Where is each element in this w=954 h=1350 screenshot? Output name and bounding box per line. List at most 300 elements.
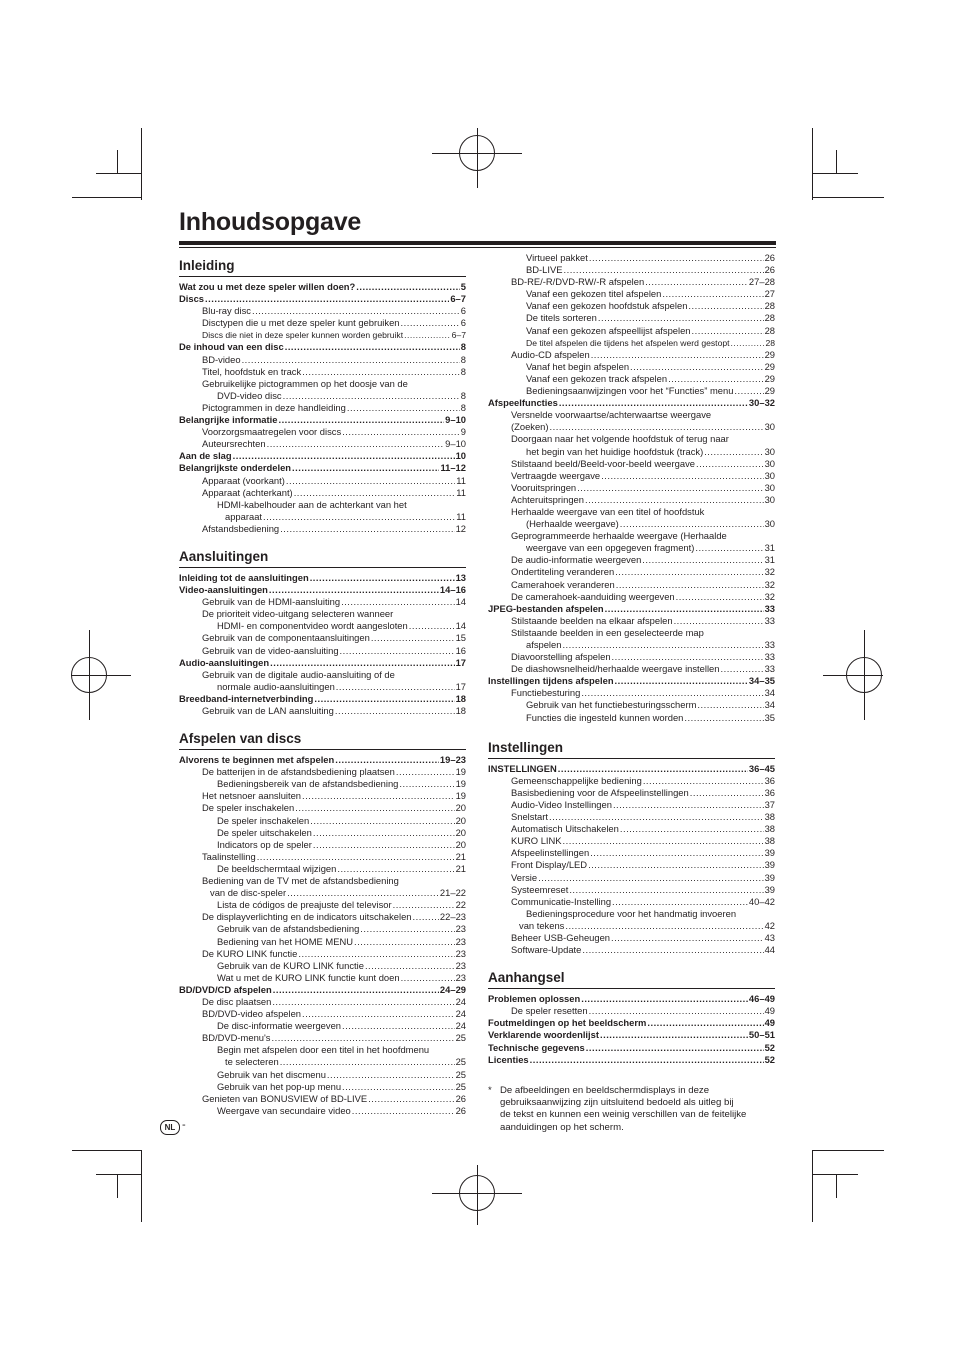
leader-dots: [565, 920, 763, 932]
toc-entry-title: Belangrijkste onderdelen: [179, 462, 292, 474]
leader-dots: [242, 354, 460, 366]
toc-entry[interactable]: [488, 518, 775, 530]
toc-entry[interactable]: [488, 859, 775, 871]
toc-entry-page: 38: [764, 835, 775, 847]
leader-dots: [287, 887, 439, 899]
toc-entry-title: Stilstaand beeld/Beeld-voor-beeld weergave: [511, 457, 695, 469]
toc-entry[interactable]: [488, 470, 775, 482]
toc-entry-title: Inleiding tot de aansluitingen: [179, 571, 309, 583]
toc-entry[interactable]: [179, 390, 466, 402]
toc-entry-title: Functiebesturing: [511, 687, 581, 699]
toc-entry-title: (Zoeken): [511, 421, 549, 433]
toc-entry-title: DVD-video disc: [217, 389, 282, 401]
toc-section: [179, 549, 466, 717]
toc-entry-title: Camerahoek veranderen: [511, 578, 615, 590]
leader-dots: [695, 542, 763, 554]
toc-entry-page: 38: [764, 823, 775, 835]
toc-entry-title: Foutmeldingen op het beeldscherm: [488, 1017, 647, 1029]
toc-entry-title: Afspeelfuncties: [488, 397, 558, 409]
toc-entry[interactable]: [179, 354, 466, 366]
toc-entry-title: Functies die ingesteld kunnen worden: [526, 711, 684, 723]
toc-entry-title: Bedieningsaanwijzingen voor het “Functies” menu: [526, 385, 734, 397]
toc-entry-page: 44: [764, 944, 775, 956]
toc-entry[interactable]: [179, 281, 466, 293]
leader-dots: [310, 572, 455, 584]
section-heading: Inleiding: [179, 258, 466, 277]
leader-dots: [577, 482, 763, 494]
toc-entry-title: Vanaf een gekozen titel afspelen: [526, 288, 662, 300]
toc-entry-title: De inhoud van een disc: [179, 341, 284, 353]
toc-entry-title: BD/DVD/CD afspelen: [179, 983, 272, 995]
toc-entry[interactable]: [488, 337, 775, 349]
section-heading: Aanhangsel: [488, 970, 775, 989]
leader-dots: [563, 264, 763, 276]
toc-entry[interactable]: [179, 863, 466, 875]
toc-entry-page: 25: [455, 1032, 466, 1044]
toc-entry-title: Gebruik van het functiebesturingsscherm: [526, 699, 697, 711]
toc-entry[interactable]: [179, 475, 466, 487]
toc-entry-page: 21: [455, 850, 466, 862]
leader-dots: [662, 288, 763, 300]
toc-entry[interactable]: [179, 487, 466, 499]
leader-dots: [692, 325, 764, 337]
toc-entry[interactable]: [488, 1054, 775, 1066]
toc-entry[interactable]: [179, 923, 466, 935]
toc-entry[interactable]: [488, 373, 775, 385]
toc-entry-title: De diashowsnelheid/herhaalde weergave instellen: [511, 663, 720, 675]
leader-dots: [278, 414, 444, 426]
leader-dots: [292, 462, 439, 474]
toc-entry-page: 35: [764, 711, 775, 723]
toc-entry[interactable]: [488, 835, 775, 847]
toc-entry[interactable]: [179, 705, 466, 717]
toc-entry[interactable]: [179, 790, 466, 802]
leader-dots: [590, 847, 763, 859]
toc-entry-title: Snelstart: [511, 811, 548, 823]
left-column: [179, 258, 466, 1131]
toc-entry[interactable]: [179, 1069, 466, 1081]
toc-entry[interactable]: [179, 669, 466, 681]
leader-dots: [399, 778, 454, 790]
toc-entry-page: 34: [764, 699, 775, 711]
toc-entry-page: 6–7: [450, 293, 466, 305]
toc-entry-title: De displayverlichting en de indicators uitschakelen: [202, 911, 412, 923]
leader-dots: [559, 397, 748, 409]
toc-entry-page: 19: [455, 766, 466, 778]
toc-entry-title: Aan de slag: [179, 450, 232, 462]
toc-entry[interactable]: [179, 948, 466, 960]
toc-entry[interactable]: [179, 1008, 466, 1020]
leader-dots: [647, 1017, 763, 1029]
toc-entry[interactable]: [488, 639, 775, 651]
toc-entry-title: Beheer USB-Geheugen: [511, 931, 611, 943]
leader-dots: [283, 390, 460, 402]
toc-entry[interactable]: [179, 802, 466, 814]
leader-dots: [605, 603, 764, 615]
leader-dots: [612, 896, 748, 908]
toc-entry[interactable]: [488, 506, 775, 518]
toc-entry[interactable]: [179, 996, 466, 1008]
toc-entry[interactable]: [179, 632, 466, 644]
toc-entry[interactable]: [179, 1020, 466, 1032]
toc-entry[interactable]: [488, 409, 775, 421]
toc-entry-page: 18: [455, 692, 466, 704]
toc-entry[interactable]: [488, 1005, 775, 1017]
toc-entry-title: Software-Update: [511, 944, 582, 956]
toc-entry-page: 20: [455, 826, 466, 838]
toc-entry-title: Afspeelinstellingen: [511, 847, 590, 859]
toc-entry-title: De disc plaatsen: [202, 995, 272, 1007]
toc-entry-page: 19–23: [439, 754, 466, 766]
leader-dots: [562, 639, 763, 651]
toc-entry-title: BD-video: [202, 353, 241, 365]
toc-entry[interactable]: [488, 361, 775, 373]
toc-entry[interactable]: [488, 312, 775, 324]
toc-entry-page: 20: [455, 814, 466, 826]
toc-entry-title: Belangrijke informatie: [179, 414, 278, 426]
toc-entry-page: 26: [455, 1092, 466, 1104]
toc-entry-title: Discs die niet in deze speler kunnen worden gebruikt: [202, 330, 404, 341]
toc-entry-title: BD-RE/-R/DVD-RW/-R afspelen: [511, 276, 645, 288]
toc-entry[interactable]: [179, 778, 466, 790]
toc-entry[interactable]: [488, 884, 775, 896]
toc-entry-page: 25: [455, 1056, 466, 1068]
leader-dots: [352, 1105, 455, 1117]
leader-dots: [302, 1008, 455, 1020]
toc-entry-title: De prioriteit video-uitgang selecteren wanneer: [202, 608, 394, 620]
leader-dots: [549, 811, 764, 823]
toc-entry[interactable]: [488, 675, 775, 687]
toc-entry-title: De KURO LINK functie: [202, 947, 298, 959]
toc-entry[interactable]: [179, 972, 466, 984]
toc-entry[interactable]: [488, 811, 775, 823]
leader-dots: [273, 984, 439, 996]
page-number-dash: -: [182, 1119, 186, 1131]
toc-entry[interactable]: [488, 252, 775, 264]
toc-entry[interactable]: [179, 341, 466, 353]
toc-entry-page: 31: [764, 554, 775, 566]
leader-dots: [313, 839, 455, 851]
toc-entry[interactable]: [179, 875, 466, 887]
toc-entry[interactable]: [488, 687, 775, 699]
toc-entry-title: Problemen oplossen: [488, 993, 581, 1005]
toc-entry-page: 8: [460, 353, 466, 365]
toc-entry[interactable]: [179, 754, 466, 766]
toc-entry[interactable]: [179, 426, 466, 438]
toc-entry-title: HDMI-kabelhouder aan de achterkant van het: [217, 498, 407, 510]
toc-entry-page: 37: [764, 798, 775, 810]
toc-entry[interactable]: [488, 932, 775, 944]
leader-dots: [286, 475, 455, 487]
toc-entry-title: Audio-CD afspelen: [511, 348, 590, 360]
toc-entry[interactable]: [488, 699, 775, 711]
leader-dots: [697, 699, 763, 711]
toc-entry[interactable]: [179, 1081, 466, 1093]
leader-dots: [704, 446, 763, 458]
toc-entry[interactable]: [488, 1017, 775, 1029]
leader-dots: [280, 1056, 455, 1068]
toc-entry[interactable]: [488, 993, 775, 1005]
toc-entry[interactable]: [488, 847, 775, 859]
toc-entry[interactable]: [179, 620, 466, 632]
toc-entry[interactable]: [488, 385, 775, 397]
toc-entry[interactable]: [488, 615, 775, 627]
toc-entry[interactable]: [488, 908, 775, 920]
toc-entry-title: Taalinstelling: [202, 850, 256, 862]
toc-entry[interactable]: [179, 329, 466, 341]
toc-entry[interactable]: [179, 645, 466, 657]
toc-entry-title: INSTELLINGEN: [488, 762, 557, 774]
toc-entry[interactable]: [488, 300, 775, 312]
toc-entry-title: Vanaf een gekozen hoofdstuk afspelen: [526, 300, 688, 312]
leader-dots: [393, 899, 455, 911]
toc-entry[interactable]: [488, 579, 775, 591]
leader-dots: [354, 936, 455, 948]
toc-entry-page: 13: [455, 571, 466, 583]
toc-entry[interactable]: [488, 603, 775, 615]
toc-entry-page: 42: [764, 919, 775, 931]
toc-entry[interactable]: [488, 276, 775, 288]
toc-entry-page: 46–49: [748, 993, 775, 1005]
toc-entry-page: 8: [460, 389, 466, 401]
toc-entry-title: Basisbediening voor de Afspeelinstellingen: [511, 786, 689, 798]
toc-entry[interactable]: [179, 572, 466, 584]
toc-entry[interactable]: [488, 763, 775, 775]
toc-entry-page: 39: [764, 871, 775, 883]
toc-entry[interactable]: [179, 293, 466, 305]
toc-entry-title: Indicators op de speler: [217, 838, 312, 850]
toc-entry-page: 8: [460, 401, 466, 413]
toc-entry[interactable]: [488, 775, 775, 787]
toc-entry[interactable]: [488, 591, 775, 603]
toc-entry[interactable]: [488, 397, 775, 409]
toc-entry[interactable]: [179, 899, 466, 911]
toc-entry[interactable]: [488, 349, 775, 361]
toc-entry-title: Ondertiteling veranderen: [511, 566, 615, 578]
leader-dots: [340, 645, 455, 657]
toc-entry[interactable]: [179, 839, 466, 851]
toc-entry[interactable]: [179, 815, 466, 827]
toc-entry[interactable]: [179, 305, 466, 317]
leader-dots: [271, 1032, 454, 1044]
toc-entry-title: De speler uitschakelen: [217, 826, 312, 838]
leader-dots: [676, 591, 764, 603]
toc-entry-page: 33: [764, 614, 775, 626]
toc-entry-page: 36–45: [748, 762, 775, 774]
toc-entry[interactable]: [179, 1093, 466, 1105]
toc-entry-title: Gebruik van de KURO LINK functie: [217, 959, 364, 971]
toc-entry-title: Herhaalde weergave van een titel of hoofdstuk: [511, 505, 705, 517]
leader-dots: [409, 620, 455, 632]
toc-entry[interactable]: [179, 1105, 466, 1117]
toc-entry[interactable]: [179, 438, 466, 450]
leader-dots: [371, 632, 455, 644]
toc-entry[interactable]: [179, 378, 466, 390]
toc-entry[interactable]: [488, 651, 775, 663]
toc-entry[interactable]: [488, 1029, 775, 1041]
leader-dots: [600, 1029, 748, 1041]
toc-entry-title: De camerahoek-aanduiding weergeven: [511, 590, 675, 602]
toc-entry[interactable]: [488, 627, 775, 639]
toc-entry[interactable]: [488, 799, 775, 811]
toc-entry-title: Audio-Video Instellingen: [511, 798, 612, 810]
leader-dots: [272, 996, 454, 1008]
toc-entry[interactable]: [179, 366, 466, 378]
toc-entry-title: Diavoorstelling afspelen: [511, 651, 611, 663]
toc-entry-title: Gebruik van de componentaansluitingen: [202, 632, 370, 644]
leader-dots: [257, 851, 455, 863]
toc-entry[interactable]: [488, 482, 775, 494]
toc-entry-page: 26: [764, 264, 775, 276]
footnote-marker: *: [488, 1085, 492, 1096]
toc-entry[interactable]: [179, 523, 466, 535]
toc-entry-title: te selecteren: [225, 1056, 279, 1068]
toc-entry[interactable]: [488, 288, 775, 300]
leader-dots: [302, 790, 455, 802]
toc-entry[interactable]: [179, 511, 466, 523]
leader-dots: [396, 766, 455, 778]
toc-entry[interactable]: [179, 414, 466, 426]
toc-entry-title: Afstandsbediening: [202, 522, 280, 534]
leader-dots: [356, 281, 460, 293]
toc-entry[interactable]: [179, 657, 466, 669]
leader-dots: [620, 518, 764, 530]
toc-entry-title: Apparaat (voorkant): [202, 474, 285, 486]
toc-entry-title: Voorzorgsmaatregelen voor discs: [202, 426, 342, 438]
toc-entry[interactable]: [179, 317, 466, 329]
toc-entry-page: 17: [455, 680, 466, 692]
toc-entry[interactable]: [488, 787, 775, 799]
leader-dots: [588, 859, 763, 871]
toc-entry[interactable]: [179, 693, 466, 705]
toc-entry-page: 9–10: [445, 438, 466, 450]
toc-entry-page: 21–22: [439, 887, 466, 899]
toc-entry[interactable]: [179, 887, 466, 899]
leader-dots: [233, 450, 455, 462]
toc-entry[interactable]: [488, 920, 775, 932]
toc-entry[interactable]: [488, 872, 775, 884]
toc-entry-title: De speler inschakelen: [217, 814, 310, 826]
toc-entry[interactable]: [179, 984, 466, 996]
toc-entry[interactable]: [488, 421, 775, 433]
toc-entry-page: 14: [455, 620, 466, 632]
toc-entry[interactable]: [179, 596, 466, 608]
toc-entry-page: 28: [764, 300, 775, 312]
toc-entry[interactable]: [179, 1056, 466, 1068]
toc-entry-page: 43: [764, 931, 775, 943]
toc-entry[interactable]: [488, 446, 775, 458]
toc-entry-title: Blu-ray disc: [202, 305, 251, 317]
toc-entry-page: 39: [764, 859, 775, 871]
toc-entry-page: 14: [455, 596, 466, 608]
toc-section: [179, 731, 466, 1117]
toc-entry-page: 19: [455, 778, 466, 790]
toc-entry[interactable]: [488, 712, 775, 724]
toc-entry-title: Vertraagde weergave: [511, 469, 601, 481]
toc-entry[interactable]: [179, 827, 466, 839]
toc-entry-title: Begin met afspelen door een titel in het hoofdmenu: [217, 1044, 430, 1056]
toc-entry-page: 30: [764, 457, 775, 469]
toc-entry-title: afspelen: [526, 639, 562, 650]
toc-entry[interactable]: [488, 944, 775, 956]
toc-entry-page: 30: [764, 518, 775, 530]
leader-dots: [335, 754, 439, 766]
toc-entry-title: Video-aansluitingen: [179, 584, 268, 596]
toc-entry[interactable]: [488, 325, 775, 337]
toc-entry-page: 38: [764, 811, 775, 823]
toc-entry[interactable]: [179, 911, 466, 923]
toc-entry-title: De batterijen in de afstandsbediening plaatsen: [202, 766, 395, 778]
toc-entry[interactable]: [179, 851, 466, 863]
leader-dots: [569, 884, 763, 896]
toc-entry[interactable]: [179, 584, 466, 596]
toc-entry[interactable]: [179, 960, 466, 972]
leader-dots: [591, 349, 764, 361]
leader-dots: [342, 1020, 455, 1032]
toc-section: [179, 258, 466, 535]
toc-entry[interactable]: [488, 1042, 775, 1054]
toc-entry-page: 11: [456, 510, 466, 522]
toc-entry[interactable]: [179, 450, 466, 462]
toc-entry[interactable]: [179, 608, 466, 620]
right-column: [488, 252, 775, 1080]
toc-entry[interactable]: [488, 663, 775, 675]
toc-entry[interactable]: [488, 264, 775, 276]
toc-entry-title: Gebruikelijke pictogrammen op het doosje van de: [202, 377, 408, 389]
toc-entry-title: Achteruitspringen: [511, 493, 584, 505]
toc-entry-page: 32: [764, 566, 775, 578]
toc-entry-page: 24: [455, 1020, 466, 1032]
toc-entry[interactable]: [488, 566, 775, 578]
toc-entry[interactable]: [488, 458, 775, 470]
toc-entry[interactable]: [179, 681, 466, 693]
leader-dots: [360, 923, 454, 935]
toc-entry[interactable]: [179, 1044, 466, 1056]
toc-entry[interactable]: [488, 530, 775, 542]
toc-entry[interactable]: [179, 402, 466, 414]
toc-entry-page: 11: [456, 486, 466, 498]
toc-entry-title: Genieten van BONUSVIEW of BD-LIVE: [202, 1092, 368, 1104]
toc-entry-title: apparaat: [225, 510, 263, 522]
toc-entry-title: Bedieningsprocedure voor het handmatig invoeren: [526, 907, 737, 919]
toc-entry[interactable]: [488, 554, 775, 566]
toc-entry[interactable]: [179, 462, 466, 474]
toc-entry[interactable]: [488, 542, 775, 554]
toc-entry[interactable]: [488, 823, 775, 835]
toc-entry-page: 8: [460, 341, 466, 353]
toc-entry[interactable]: [488, 896, 775, 908]
toc-entry[interactable]: [179, 936, 466, 948]
toc-entry[interactable]: [179, 1032, 466, 1044]
toc-entry-page: 30: [764, 481, 775, 493]
toc-entry-page: 20: [455, 802, 466, 814]
toc-entry-page: 49: [764, 1017, 775, 1029]
toc-entry[interactable]: [488, 433, 775, 445]
leader-dots: [401, 972, 455, 984]
leader-dots: [615, 566, 763, 578]
toc-entry-page: 23: [455, 923, 466, 935]
toc-entry-title: Versnelde voorwaartse/achterwaartse weergave: [511, 409, 712, 421]
leader-dots: [611, 932, 764, 944]
toc-entry[interactable]: [179, 766, 466, 778]
toc-entry[interactable]: [488, 494, 775, 506]
toc-entry-page: 30: [764, 469, 775, 481]
toc-entry[interactable]: [179, 499, 466, 511]
toc-entry-page: 39: [764, 847, 775, 859]
toc-entry-title: Gebruik van de LAN aansluiting: [202, 705, 334, 716]
toc-entry-page: 14–16: [439, 584, 466, 596]
footnote-line: de tekst en kunnen een weinig verschillen van de feitelijke: [500, 1109, 747, 1121]
